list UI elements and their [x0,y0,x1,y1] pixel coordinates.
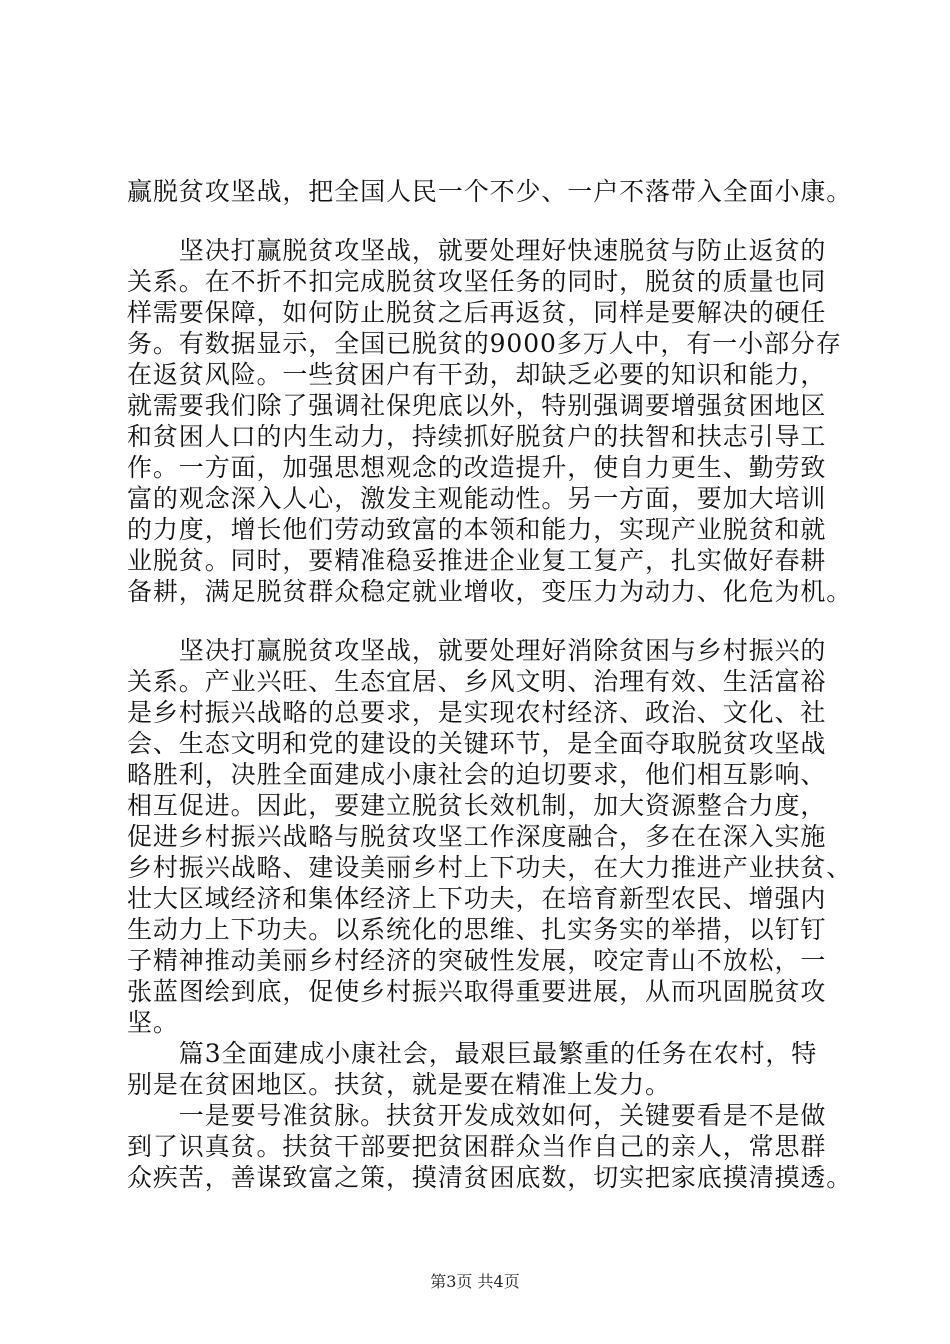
text-line: 坚决打赢脱贫攻坚战，就要处理好消除贫困与乡村振兴的 [127,636,827,665]
text-line: 在返贫风险。一些贫困户有干劲，却缺乏必要的知识和能力， [127,360,827,389]
text-line: 就需要我们除了强调社保兜底以外，特别强调要增强贫困地区 [127,391,827,420]
text-line: 是乡村振兴战略的总要求，是实现农村经济、政治、文化、社 [127,698,827,727]
text-line: 关系。产业兴旺、生态宜居、乡风文明、治理有效、生活富裕 [127,667,827,696]
text-line: 务。有数据显示，全国已脱贫的9000多万人中，有一小部分存 [127,329,842,358]
text-line: 到了识真贫。扶贫干部要把贫困群众当作自己的亲人，常思群 [127,1132,827,1161]
text-line: 业脱贫。同时，要精准稳妥推进企业复工复产，扎实做好春耕 [127,546,827,575]
text-line: 别是在贫困地区。扶贫，就是要在精准上发力。 [127,1070,671,1099]
page-number-footer: 第3页 共4页 [430,1272,520,1291]
text-line: 会、生态文明和党的建设的关键环节，是全面夺取脱贫攻坚战 [127,729,827,758]
text-line: 子精神推动美丽乡村经济的突破性发展，咬定青山不放松，一 [127,946,827,975]
text-line: 张蓝图绘到底，促使乡村振兴取得重要进展，从而巩固脱贫攻 [127,977,827,1006]
text-line: 壮大区域经济和集体经济上下功夫，在培育新型农民、增强内 [127,884,827,913]
text-line: 乡村振兴战略、建设美丽乡村上下功夫，在大力推进产业扶贫、 [127,853,853,882]
text-line: 作。一方面，加强思想观念的改造提升，使自力更生、勤劳致 [127,453,827,482]
text-line: 篇3全面建成小康社会，最艰巨最繁重的任务在农村，特 [127,1039,818,1068]
text-line: 生动力上下功夫。以系统化的思维、扎实务实的举措，以钉钉 [127,915,827,944]
text-line: 备耕，满足脱贫群众稳定就业增收，变压力为动力、化危为机。 [127,577,853,606]
text-line: 众疾苦，善谋致富之策，摸清贫困底数，切实把家底摸清摸透。 [127,1163,853,1192]
text-line: 关系。在不折不扣完成脱贫攻坚任务的同时，脱贫的质量也同 [127,267,827,296]
text-line: 赢脱贫攻坚战，把全国人民一个不少、一户不落带入全面小康。 [127,177,853,206]
text-line: 富的观念深入人心，激发主观能动性。另一方面，要加大培训 [127,484,827,513]
text-line: 一是要号准贫脉。扶贫开发成效如何，关键要看是不是做 [127,1101,827,1130]
text-line: 略胜利，决胜全面建成小康社会的迫切要求，他们相互影响、 [127,760,827,789]
text-line: 促进乡村振兴战略与脱贫攻坚工作深度融合，多在在深入实施 [127,822,827,851]
text-line: 样需要保障，如何防止脱贫之后再返贫，同样是要解决的硬任 [127,298,827,327]
text-line: 的力度，增长他们劳动致富的本领和能力，实现产业脱贫和就 [127,515,827,544]
text-line: 坚。 [127,1008,179,1037]
text-line: 相互促进。因此，要建立脱贫长效机制，加大资源整合力度， [127,791,827,820]
text-line: 坚决打赢脱贫攻坚战，就要处理好快速脱贫与防止返贫的 [127,236,827,265]
text-line: 和贫困人口的内生动力，持续抓好脱贫户的扶智和扶志引导工 [127,422,827,451]
